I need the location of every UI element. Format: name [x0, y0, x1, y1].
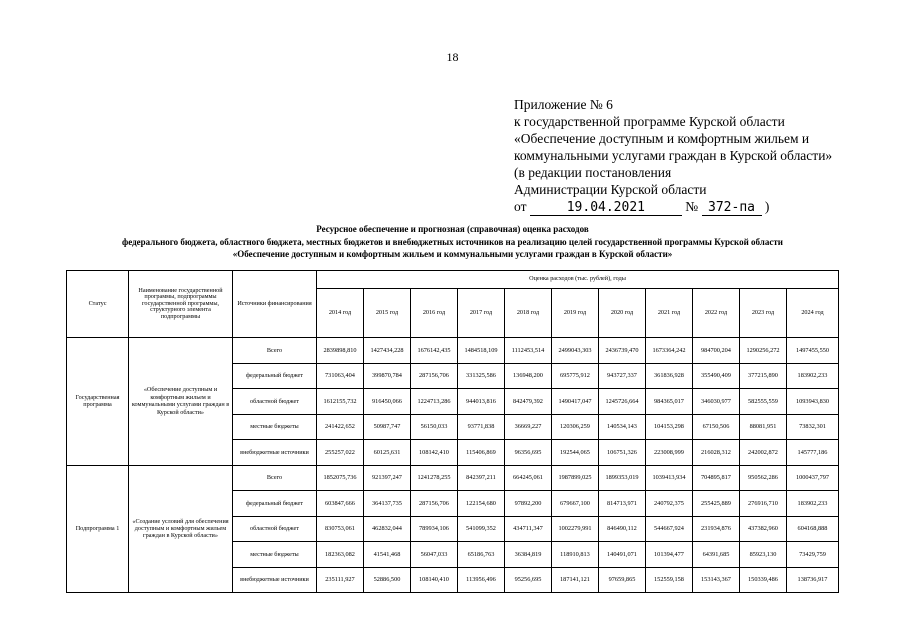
value-cell: 120306,259 [552, 414, 599, 440]
value-cell: 113956,496 [458, 567, 505, 593]
header-estimate: Оценка расходов (тыс. рублей), годы [317, 271, 839, 289]
value-cell: 544667,924 [646, 516, 693, 542]
value-cell: 95256,695 [505, 567, 552, 593]
value-cell: 1987899,025 [552, 465, 599, 491]
value-cell: 118910,813 [552, 542, 599, 568]
value-cell: 122154,680 [458, 491, 505, 517]
document-heading [0, 223, 905, 261]
value-cell: 41541,468 [364, 542, 411, 568]
source-cell: областной бюджет [233, 516, 317, 542]
resolution-date-line [514, 198, 894, 216]
header-source: Источники финансирования [233, 271, 317, 338]
value-cell: 1484518,109 [458, 338, 505, 364]
appendix-line: коммунальными услугами граждан в Курской области» [514, 148, 833, 163]
value-cell: 355490,409 [693, 363, 740, 389]
value-cell: 679667,100 [552, 491, 599, 517]
value-cell: 2436739,470 [599, 338, 646, 364]
source-cell: областной бюджет [233, 389, 317, 415]
heading-line: федерального бюджета, областного бюджета, местных бюджетов и внебюджетных источников на реализацию целей государственной программы Курской области [122, 236, 783, 247]
year-header: 2015 год [364, 289, 411, 338]
value-cell: 399870,784 [364, 363, 411, 389]
value-cell: 187141,121 [552, 567, 599, 593]
appendix-line: Администрации Курской области [514, 182, 707, 197]
value-cell: 145777,186 [787, 440, 839, 466]
closing-parenthesis: ) [764, 199, 770, 214]
status-cell: Государственная программа [67, 338, 129, 466]
program-name-cell: «Создание условий для обеспечения доступным и комфортным жильем граждан в Курской области» [129, 465, 233, 593]
value-cell: 984365,017 [646, 389, 693, 415]
resolution-date: 19.04.2021 [530, 201, 682, 216]
value-cell: 916450,066 [364, 389, 411, 415]
value-cell: 276916,710 [740, 491, 787, 517]
date-prefix: от [514, 199, 527, 214]
value-cell: 842479,392 [505, 389, 552, 415]
value-cell: 1000437,797 [787, 465, 839, 491]
value-cell: 434711,347 [505, 516, 552, 542]
table-row [67, 338, 839, 364]
value-cell: 36384,819 [505, 542, 552, 568]
value-cell: 846490,112 [599, 516, 646, 542]
value-cell: 115406,869 [458, 440, 505, 466]
value-cell: 1241278,255 [411, 465, 458, 491]
value-cell: 255257,022 [317, 440, 364, 466]
value-cell: 108140,410 [411, 567, 458, 593]
value-cell: 182363,082 [317, 542, 364, 568]
table-body [67, 338, 839, 593]
value-cell: 223008,999 [646, 440, 693, 466]
value-cell: 287156,706 [411, 363, 458, 389]
year-header: 2017 год [458, 289, 505, 338]
source-cell: федеральный бюджет [233, 363, 317, 389]
year-header: 2024 год [787, 289, 839, 338]
value-cell: 287156,706 [411, 491, 458, 517]
value-cell: 1093943,830 [787, 389, 839, 415]
value-cell: 65186,763 [458, 542, 505, 568]
value-cell: 364137,735 [364, 491, 411, 517]
year-header: 2022 год [693, 289, 740, 338]
value-cell: 2839898,810 [317, 338, 364, 364]
value-cell: 97659,865 [599, 567, 646, 593]
source-cell: Всего [233, 338, 317, 364]
value-cell: 541099,352 [458, 516, 505, 542]
value-cell: 255425,889 [693, 491, 740, 517]
page-number: 18 [446, 50, 459, 64]
year-header: 2014 год [317, 289, 364, 338]
value-cell: 664245,061 [505, 465, 552, 491]
value-cell: 984700,204 [693, 338, 740, 364]
value-cell: 97892,200 [505, 491, 552, 517]
appendix-line: «Обеспечение доступным и комфортным жильем и [514, 131, 810, 146]
value-cell: 216028,312 [693, 440, 740, 466]
value-cell: 50987,747 [364, 414, 411, 440]
appendix-line: к государственной программе Курской области [514, 114, 785, 129]
value-cell: 789934,106 [411, 516, 458, 542]
value-cell: 1673364,242 [646, 338, 693, 364]
year-header: 2016 год [411, 289, 458, 338]
value-cell: 1290256,272 [740, 338, 787, 364]
value-cell: 842397,211 [458, 465, 505, 491]
value-cell: 56047,033 [411, 542, 458, 568]
value-cell: 235111,927 [317, 567, 364, 593]
value-cell: 192544,065 [552, 440, 599, 466]
year-header: 2020 год [599, 289, 646, 338]
value-cell: 1112453,514 [505, 338, 552, 364]
value-cell: 603847,666 [317, 491, 364, 517]
value-cell: 104153,298 [646, 414, 693, 440]
program-name-cell: «Обеспечение доступным и комфортным жильем и коммунальными услугами граждан в Курской области» [129, 338, 233, 466]
status-cell: Подпрограмма 1 [67, 465, 129, 593]
value-cell: 331325,586 [458, 363, 505, 389]
value-cell: 241422,652 [317, 414, 364, 440]
value-cell: 153143,367 [693, 567, 740, 593]
value-cell: 361836,928 [646, 363, 693, 389]
source-cell: Всего [233, 465, 317, 491]
value-cell: 140534,143 [599, 414, 646, 440]
table-row [67, 465, 839, 491]
appendix-block [514, 96, 894, 216]
value-cell: 1676142,435 [411, 338, 458, 364]
value-cell: 1002279,991 [552, 516, 599, 542]
value-cell: 67150,506 [693, 414, 740, 440]
value-cell: 183902,233 [787, 363, 839, 389]
value-cell: 231934,876 [693, 516, 740, 542]
value-cell: 462832,044 [364, 516, 411, 542]
value-cell: 1490417,047 [552, 389, 599, 415]
value-cell: 2499043,303 [552, 338, 599, 364]
value-cell: 108142,410 [411, 440, 458, 466]
value-cell: 695775,912 [552, 363, 599, 389]
value-cell: 56150,033 [411, 414, 458, 440]
resolution-number: 372-па [702, 201, 762, 216]
value-cell: 85923,130 [740, 542, 787, 568]
year-header: 2018 год [505, 289, 552, 338]
resource-table [66, 270, 839, 593]
value-cell: 140491,071 [599, 542, 646, 568]
value-cell: 437382,960 [740, 516, 787, 542]
value-cell: 101394,477 [646, 542, 693, 568]
value-cell: 93771,838 [458, 414, 505, 440]
year-header: 2021 год [646, 289, 693, 338]
year-header: 2023 год [740, 289, 787, 338]
value-cell: 64391,685 [693, 542, 740, 568]
value-cell: 88081,951 [740, 414, 787, 440]
source-cell: местные бюджеты [233, 414, 317, 440]
value-cell: 346030,977 [693, 389, 740, 415]
value-cell: 136948,200 [505, 363, 552, 389]
value-cell: 731063,404 [317, 363, 364, 389]
value-cell: 814713,971 [599, 491, 646, 517]
value-cell: 921397,247 [364, 465, 411, 491]
source-cell: внебюджетные источники [233, 440, 317, 466]
value-cell: 1899353,019 [599, 465, 646, 491]
appendix-line: (в редакции постановления [514, 165, 672, 180]
appendix-line: Приложение № 6 [514, 97, 613, 112]
header-name: Наименование государственной программы, подпрограммы государственной программы, структурного элемента подпрограммы [129, 271, 233, 338]
value-cell: 1497455,550 [787, 338, 839, 364]
value-cell: 582555,559 [740, 389, 787, 415]
value-cell: 704895,817 [693, 465, 740, 491]
value-cell: 36669,227 [505, 414, 552, 440]
value-cell: 943727,337 [599, 363, 646, 389]
value-cell: 150339,486 [740, 567, 787, 593]
heading-line: Ресурсное обеспечение и прогнозная (справочная) оценка расходов [316, 224, 589, 234]
value-cell: 60125,631 [364, 440, 411, 466]
value-cell: 138736,917 [787, 567, 839, 593]
source-cell: местные бюджеты [233, 542, 317, 568]
value-cell: 1427434,228 [364, 338, 411, 364]
value-cell: 52886,500 [364, 567, 411, 593]
value-cell: 242002,872 [740, 440, 787, 466]
value-cell: 240792,375 [646, 491, 693, 517]
value-cell: 183902,233 [787, 491, 839, 517]
value-cell: 1224713,286 [411, 389, 458, 415]
value-cell: 106751,326 [599, 440, 646, 466]
value-cell: 1612155,732 [317, 389, 364, 415]
value-cell: 944013,816 [458, 389, 505, 415]
value-cell: 152559,158 [646, 567, 693, 593]
value-cell: 73429,759 [787, 542, 839, 568]
value-cell: 1852075,736 [317, 465, 364, 491]
value-cell: 96356,695 [505, 440, 552, 466]
value-cell: 950562,286 [740, 465, 787, 491]
value-cell: 1039413,934 [646, 465, 693, 491]
value-cell: 377215,890 [740, 363, 787, 389]
value-cell: 604168,888 [787, 516, 839, 542]
value-cell: 830753,061 [317, 516, 364, 542]
value-cell: 73832,301 [787, 414, 839, 440]
value-cell: 1245726,664 [599, 389, 646, 415]
number-prefix: № [685, 199, 699, 214]
source-cell: федеральный бюджет [233, 491, 317, 517]
header-status: Статус [67, 271, 129, 338]
year-header: 2019 год [552, 289, 599, 338]
heading-line: «Обеспечение доступным и комфортным жильем и коммунальными услугами граждан в Курской области» [232, 249, 673, 259]
source-cell: внебюджетные источники [233, 567, 317, 593]
